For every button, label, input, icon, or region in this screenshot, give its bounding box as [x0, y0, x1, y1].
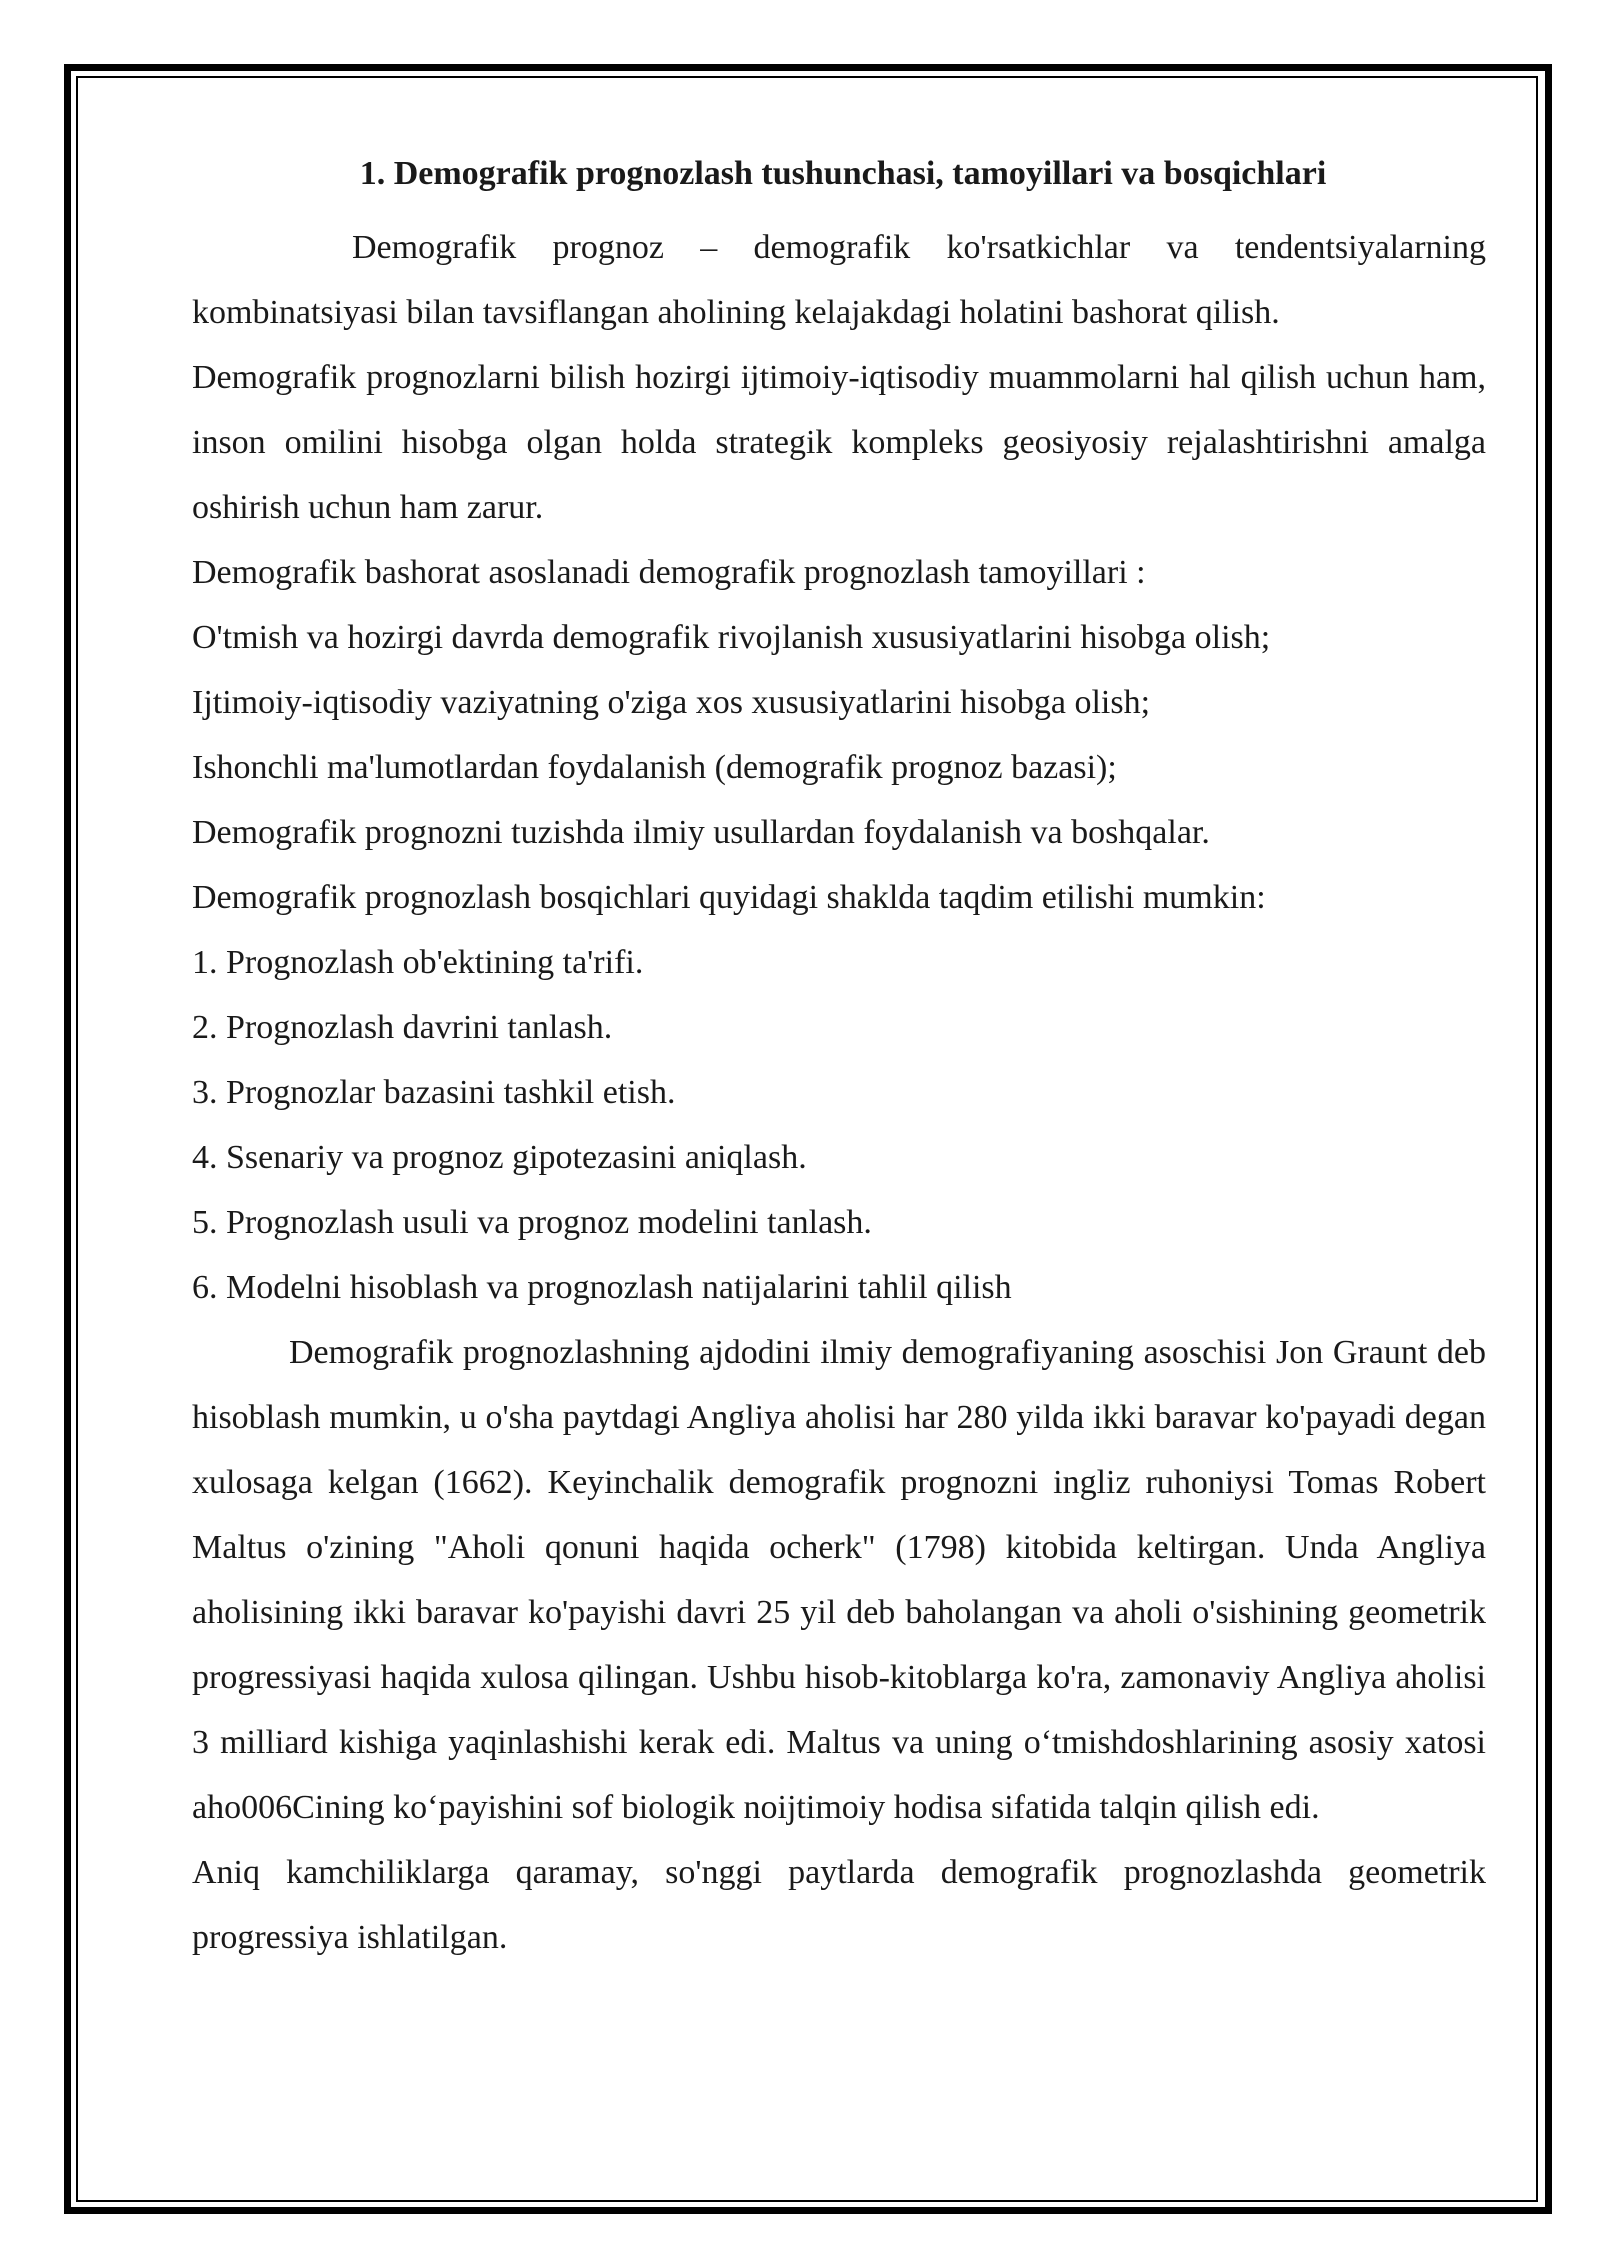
- stages-intro: Demografik prognozlash bosqichlari quyidagi shaklda taqdim etilishi mumkin:: [192, 879, 1266, 916]
- document-body: [192, 150, 1486, 1970]
- principle-item: Ishonchli ma'lumotlardan foydalanish (demografik prognoz bazasi);: [192, 749, 1117, 786]
- paragraph-definition: Demografik prognoz – demografik ko'rsatkichlar va tendentsiyalarning kombinatsiyasi bilan tavsiflangan aholining kelajakdagi holatini bashorat qilish.: [192, 229, 1486, 331]
- paragraph-conclusion: Aniq kamchiliklarga qaramay, so'nggi paytlarda demografik prognozlashda geometrik progressiya ishlatilgan.: [192, 1854, 1486, 1956]
- principles-intro: Demografik bashorat asoslanadi demografik prognozlash tamoyillari :: [192, 554, 1146, 591]
- stage-item: 1. Prognozlash ob'ektining ta'rifi.: [192, 944, 644, 981]
- principle-item: Demografik prognozni tuzishda ilmiy usullardan foydalanish va boshqalar.: [192, 814, 1210, 851]
- principle-item: O'tmish va hozirgi davrda demografik rivojlanish xususiyatlarini hisobga olish;: [192, 619, 1271, 656]
- paragraph-importance: Demografik prognozlarni bilish hozirgi ijtimoiy-iqtisodiy muammolarni hal qilish uchun ham, inson omilini hisobga olgan holda strategik kompleks geosiyosiy rejalashtirishni amalga oshirish uchun ham zarur.: [192, 359, 1486, 526]
- stage-item: 3. Prognozlar bazasini tashkil etish.: [192, 1074, 676, 1111]
- stage-item: 5. Prognozlash usuli va prognoz modelini tanlash.: [192, 1204, 872, 1241]
- stage-item: 4. Ssenariy va prognoz gipotezasini aniqlash.: [192, 1139, 807, 1176]
- paragraph-history: Demografik prognozlashning ajdodini ilmiy demografiyaning asoschisi Jon Graunt deb hisoblash mumkin, u o'sha paytdagi Angliya aholisi har 280 yilda ikki baravar ko'payadi degan xulosaga kelgan (1662). Keyinchalik demografik prognozni ingliz ruhoniysi Tomas Robert Maltus o'zining "Aholi qonuni haqida ocherk" (1798) kitobida keltirgan. Unda Angliya aholisining ikki baravar ko'payishi davri 25 yil deb baholangan va aholi o'sishining geometrik progressiyasi haqida xulosa qilingan. Ushbu hisob-kitoblarga ko'ra, zamonaviy Angliya aholisi 3 milliard kishiga yaqinlashishi kerak edi. Maltus va uning oʻtmishdoshlarining asosiy xatosi aho006Cining koʻpayishini sof biologik noijtimoiy hodisa sifatida talqin qilish edi.: [192, 1334, 1486, 1826]
- stage-item: 2. Prognozlash davrini tanlash.: [192, 1009, 613, 1046]
- stage-item: 6. Modelni hisoblash va prognozlash natijalarini tahlil qilish: [192, 1269, 1012, 1306]
- section-title: 1. Demografik prognozlash tushunchasi, tamoyillari va bosqichlari: [359, 155, 1327, 192]
- principle-item: Ijtimoiy-iqtisodiy vaziyatning o'ziga xos xususiyatlarini hisobga olish;: [192, 684, 1151, 721]
